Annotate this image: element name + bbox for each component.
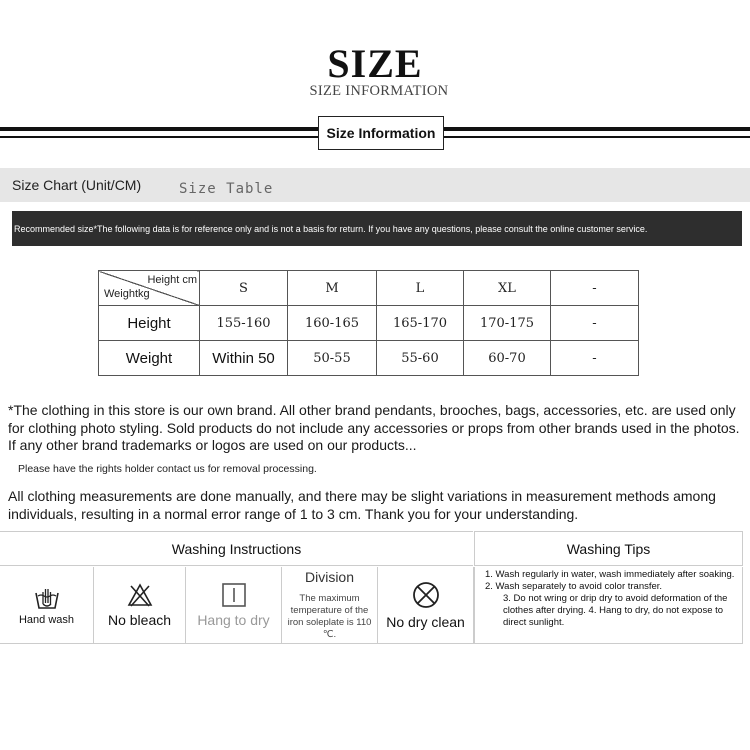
table-cell: 60-70 bbox=[464, 341, 551, 376]
column-header: XL bbox=[464, 271, 551, 306]
row-label: Weight bbox=[99, 341, 200, 376]
column-header: S bbox=[200, 271, 288, 306]
page-title: SIZE bbox=[327, 41, 423, 86]
table-cell: 55-60 bbox=[377, 341, 464, 376]
size-chart-label: Size Chart (Unit/CM) bbox=[12, 177, 142, 193]
hand-wash-label: Hand wash bbox=[18, 614, 75, 626]
size-chart-bar bbox=[0, 168, 750, 202]
column-header: - bbox=[551, 271, 639, 306]
washing-tips-text bbox=[474, 567, 743, 644]
table-row bbox=[99, 341, 639, 376]
hang-to-dry-label: Hang to dry bbox=[197, 612, 270, 628]
measurement-note: All clothing measurements are done manually, and there may be slight variations in measurement methods among individuals, resulting in a normal error range of 1 to 3 cm. Thank you for your understanding. bbox=[8, 488, 716, 522]
brand-notice: *The clothing in this store is our own brand. All other brand pendants, brooches, bags, accessories, etc. are used only for clothing photo styling. Sold products do not include any accessories or props from other brands used in the photos. If any other brand trademarks or logos are used on our products... bbox=[8, 402, 740, 453]
table-cell: - bbox=[551, 341, 639, 376]
recommendation-banner: Recommended size*The following data is for reference only and is not a basis for return. If you have any questions, please consult the online customer service. bbox=[12, 211, 742, 246]
hand-wash-icon bbox=[34, 584, 60, 610]
table-cell: - bbox=[551, 306, 639, 341]
column-header: M bbox=[288, 271, 377, 306]
rights-holder-note: Please have the rights holder contact us for removal processing. bbox=[18, 463, 317, 475]
corner-height-label: Height cm bbox=[147, 274, 197, 286]
table-cell: 170-175 bbox=[464, 306, 551, 341]
care-ironing bbox=[282, 567, 378, 644]
table-corner-cell bbox=[99, 271, 200, 306]
no-bleach-icon bbox=[126, 582, 154, 608]
table-cell: 165-170 bbox=[377, 306, 464, 341]
division-title: Division bbox=[304, 569, 354, 585]
washing-tip-3-4: 3. Do not wring or drip dry to avoid deformation of the clothes after drying. 4. Hang to dry, do not expose to direct sunlight. bbox=[503, 593, 728, 628]
page-subtitle: SIZE INFORMATION bbox=[309, 83, 449, 99]
section-label-size-information: Size Information bbox=[318, 116, 444, 150]
washing-tip-1-2: 1. Wash regularly in water, wash immediately after soaking. 2. Wash separately to avoid color transfer. bbox=[485, 569, 735, 592]
table-cell: 155-160 bbox=[200, 306, 288, 341]
corner-weight-label: Weightkg bbox=[104, 288, 150, 300]
table-row bbox=[99, 306, 639, 341]
table-cell: Within 50 bbox=[200, 341, 288, 376]
no-bleach-label: No bleach bbox=[107, 612, 172, 628]
washing-section bbox=[0, 531, 745, 644]
row-label: Height bbox=[99, 306, 200, 341]
care-hang-to-dry bbox=[186, 567, 282, 644]
column-header: L bbox=[377, 271, 464, 306]
table-cell: 160-165 bbox=[288, 306, 377, 341]
no-dry-clean-label: No dry clean bbox=[386, 614, 465, 630]
washing-tips-header: Washing Tips bbox=[474, 531, 743, 566]
care-no-dry-clean bbox=[378, 567, 474, 644]
washing-instructions-header: Washing Instructions bbox=[0, 531, 473, 566]
care-no-bleach bbox=[94, 567, 186, 644]
table-cell: 50-55 bbox=[288, 341, 377, 376]
care-hand-wash bbox=[0, 567, 94, 644]
iron-temperature-note: The maximum temperature of the iron soleplate is 110 ℃. bbox=[287, 593, 372, 640]
size-table-label: Size Table bbox=[179, 181, 274, 197]
no-dry-clean-icon bbox=[411, 580, 441, 610]
hang-dry-icon bbox=[221, 582, 247, 608]
size-table bbox=[98, 270, 639, 376]
table-header-row bbox=[99, 271, 639, 306]
